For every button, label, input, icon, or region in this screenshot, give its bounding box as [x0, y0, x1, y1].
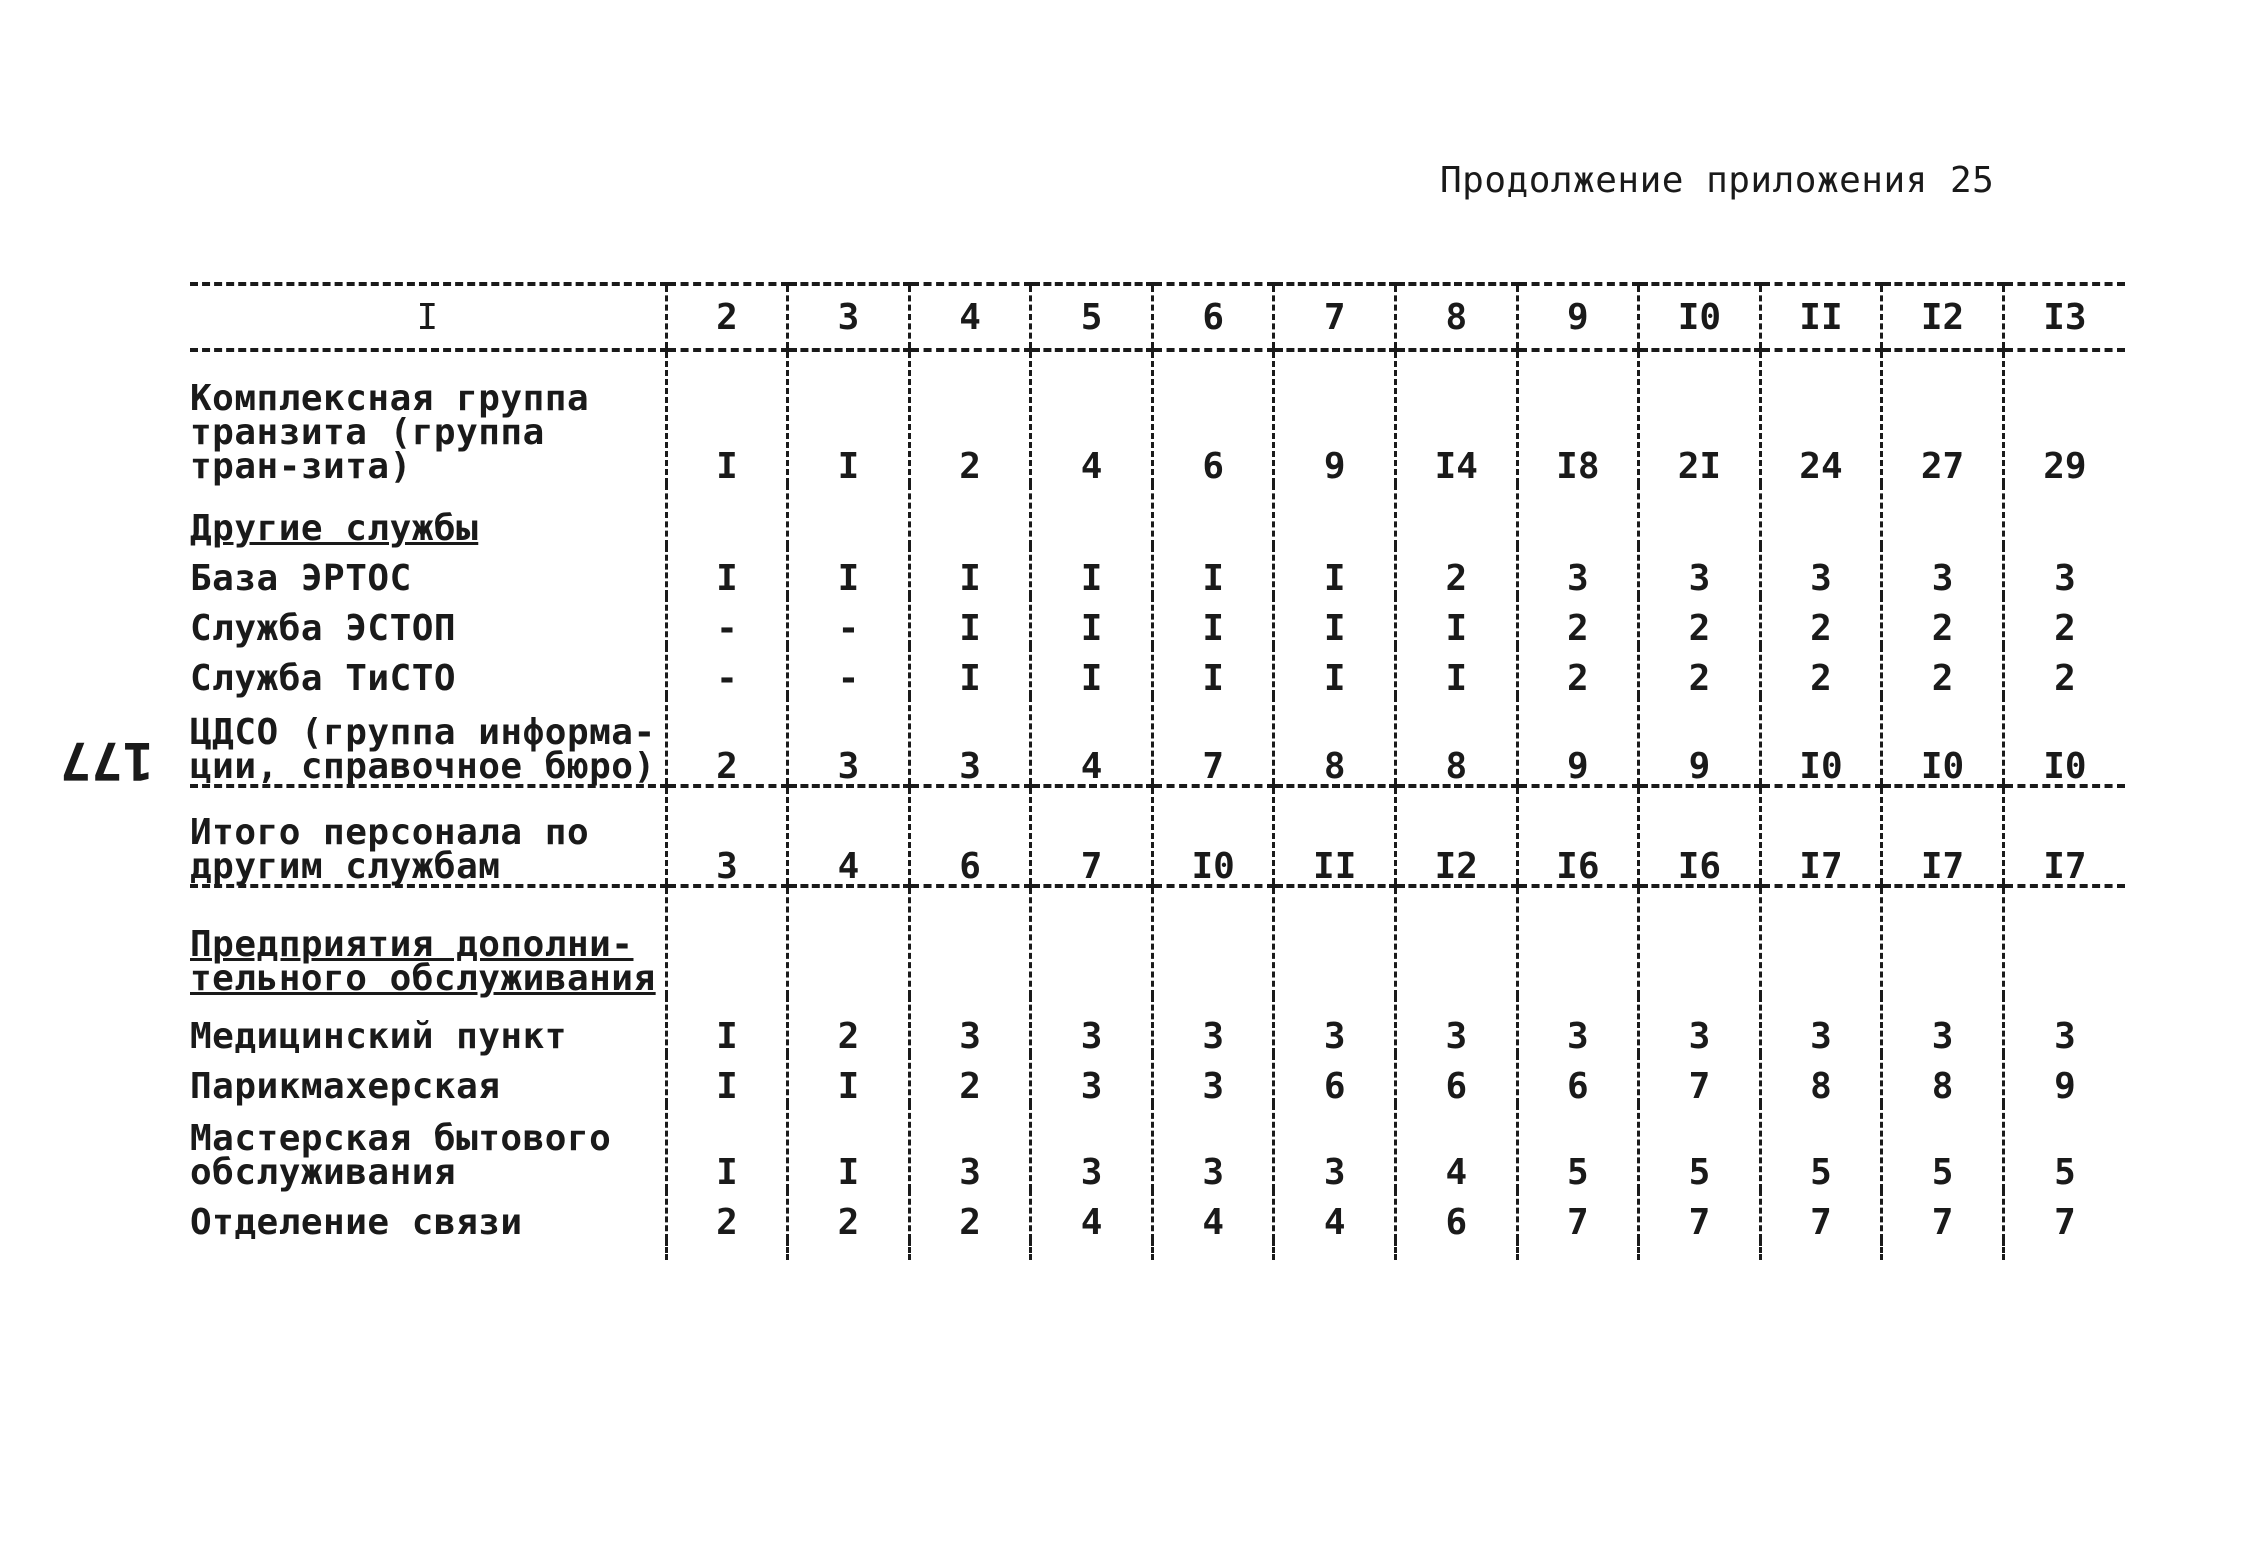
spacer-cell — [1639, 1240, 1761, 1260]
table-cell: 5 — [1882, 1104, 2004, 1190]
table-row — [190, 696, 2125, 786]
table-cell — [1031, 484, 1153, 546]
table-cell: 4 — [1031, 1190, 1153, 1240]
table-cell: I0 — [2003, 696, 2125, 786]
page-heading: Продолжение приложения 25 — [1440, 160, 1995, 201]
table-cell: 2 — [909, 1054, 1031, 1104]
total-row — [190, 786, 2125, 886]
table-cell: I — [788, 350, 910, 484]
column-header: I — [190, 284, 666, 350]
row-label: Отделение связи — [190, 1202, 523, 1243]
table-cell: 7 — [1031, 786, 1153, 886]
spacer-cell — [1517, 1240, 1639, 1260]
table-cell: 8 — [1760, 1054, 1882, 1104]
table-cell: 2 — [2003, 596, 2125, 646]
table-cell — [1760, 484, 1882, 546]
table-cell: 29 — [2003, 350, 2125, 484]
table-cell: 3 — [1882, 996, 2004, 1054]
table-cell: 3 — [1152, 996, 1274, 1054]
row-label: Парикмахерская — [190, 1066, 501, 1107]
table-cell — [1152, 886, 1274, 996]
table-cell: 3 — [1031, 1104, 1153, 1190]
table-cell: 7 — [2003, 1190, 2125, 1240]
table-cell: 24 — [1760, 350, 1882, 484]
row-label: Служба ТиСТО — [190, 658, 457, 699]
table-cell — [1882, 886, 2004, 996]
table-cell — [666, 484, 788, 546]
column-header: 4 — [909, 284, 1031, 350]
table-cell — [1760, 886, 1882, 996]
table-cell: 9 — [1274, 350, 1396, 484]
table-cell: 3 — [1396, 996, 1518, 1054]
table-cell — [1396, 886, 1518, 996]
table-cell: I — [1031, 546, 1153, 596]
table-cell: 2I — [1639, 350, 1761, 484]
table-cell — [909, 886, 1031, 996]
table-cell: 2 — [2003, 646, 2125, 696]
row-label: Итого персонала по другим службам — [190, 786, 666, 886]
table-cell — [1517, 886, 1639, 996]
spacer-cell — [1760, 1240, 1882, 1260]
table-cell: I — [1031, 646, 1153, 696]
table-cell: I — [666, 350, 788, 484]
spacer-cell — [1274, 1240, 1396, 1260]
table-cell: I — [788, 1054, 910, 1104]
section-title: Предприятия дополни-тельного обслуживания — [190, 924, 656, 999]
table-cell — [1274, 886, 1396, 996]
table-cell: I — [1152, 596, 1274, 646]
table-cell: I — [1031, 596, 1153, 646]
table-cell: 3 — [909, 696, 1031, 786]
table-cell: 6 — [1274, 1054, 1396, 1104]
row-label: Медицинский пункт — [190, 1016, 567, 1057]
table-cell: I0 — [1760, 696, 1882, 786]
table-cell: I2 — [1396, 786, 1518, 886]
table-cell — [1639, 484, 1761, 546]
spacer-cell — [666, 1240, 788, 1260]
table-cell: 3 — [666, 786, 788, 886]
spacer-cell — [1396, 1240, 1518, 1260]
table-cell: 2 — [1882, 596, 2004, 646]
header-row — [190, 284, 2125, 350]
section-row — [190, 484, 2125, 546]
table-cell: I8 — [1517, 350, 1639, 484]
row-label: Служба ЭСТОП — [190, 608, 457, 649]
table-cell: 3 — [1882, 546, 2004, 596]
spacer-cell — [1152, 1240, 1274, 1260]
table-cell: 2 — [788, 1190, 910, 1240]
row-label: Комплексная группа транзита (группа тран-зита) — [190, 378, 590, 487]
table-bottom-spacer — [190, 1240, 2125, 1260]
table-cell: I — [1396, 646, 1518, 696]
table-cell: I0 — [1882, 696, 2004, 786]
column-header: I0 — [1639, 284, 1761, 350]
table-cell: 3 — [788, 696, 910, 786]
table-body — [190, 350, 2125, 1260]
table-cell — [1274, 484, 1396, 546]
column-header: I2 — [1882, 284, 2004, 350]
column-header: 6 — [1152, 284, 1274, 350]
table-cell: 4 — [1396, 1104, 1518, 1190]
table-cell: 3 — [1639, 546, 1761, 596]
table-cell: 8 — [1274, 696, 1396, 786]
spacer-cell — [1031, 1240, 1153, 1260]
table-cell: I — [666, 1054, 788, 1104]
table-cell: 2 — [1639, 596, 1761, 646]
table-cell: 7 — [1517, 1190, 1639, 1240]
table-cell: I — [909, 546, 1031, 596]
table-cell: 3 — [1517, 546, 1639, 596]
table-cell: 3 — [1760, 546, 1882, 596]
table-cell: I7 — [1760, 786, 1882, 886]
table-cell: 2 — [1760, 646, 1882, 696]
table-row — [190, 646, 2125, 696]
table-cell: 3 — [909, 996, 1031, 1054]
table-cell: I — [909, 646, 1031, 696]
table-cell: 9 — [2003, 1054, 2125, 1104]
table-cell: 3 — [2003, 546, 2125, 596]
table-row — [190, 1104, 2125, 1190]
column-header: 7 — [1274, 284, 1396, 350]
table-cell: 3 — [1274, 996, 1396, 1054]
table-cell: 2 — [1517, 646, 1639, 696]
table-cell: 6 — [909, 786, 1031, 886]
spacer-cell — [909, 1240, 1031, 1260]
table-cell — [1882, 484, 2004, 546]
section-row — [190, 886, 2125, 996]
table-cell: 6 — [1396, 1054, 1518, 1104]
table-cell: I — [1396, 596, 1518, 646]
table-cell — [666, 886, 788, 996]
table-cell: - — [666, 596, 788, 646]
table-cell: 27 — [1882, 350, 2004, 484]
table-cell: I6 — [1639, 786, 1761, 886]
table-cell: 2 — [1882, 646, 2004, 696]
table-cell: 4 — [1031, 696, 1153, 786]
table-cell: 7 — [1882, 1190, 2004, 1240]
row-label: ЦДСО (группа информа-ции, справочное бюро) — [190, 712, 656, 787]
table-cell: 7 — [1639, 1054, 1761, 1104]
table-cell — [909, 484, 1031, 546]
table-cell: 8 — [1396, 696, 1518, 786]
page-number: 177 — [60, 730, 154, 790]
table-cell: 9 — [1639, 696, 1761, 786]
table-cell: 2 — [788, 996, 910, 1054]
table-cell — [2003, 886, 2125, 996]
table-cell: 2 — [1396, 546, 1518, 596]
table-cell: 3 — [1274, 1104, 1396, 1190]
table-cell — [1152, 484, 1274, 546]
table-cell: 6 — [1152, 350, 1274, 484]
table-cell: 7 — [1152, 696, 1274, 786]
table-cell: 5 — [1639, 1104, 1761, 1190]
table-cell: 3 — [1639, 996, 1761, 1054]
table-row — [190, 1054, 2125, 1104]
table-cell: 3 — [1031, 1054, 1153, 1104]
table-cell: I — [1274, 646, 1396, 696]
table-cell — [788, 484, 910, 546]
table-cell: I6 — [1517, 786, 1639, 886]
table-row — [190, 350, 2125, 484]
table-cell: 7 — [1639, 1190, 1761, 1240]
table-cell: 2 — [666, 696, 788, 786]
table-cell: I — [1152, 546, 1274, 596]
column-header: 9 — [1517, 284, 1639, 350]
table-cell: 4 — [1152, 1190, 1274, 1240]
table-cell: 2 — [1639, 646, 1761, 696]
table-cell: - — [788, 646, 910, 696]
table-cell: I — [1274, 546, 1396, 596]
table-cell: 2 — [909, 350, 1031, 484]
table-row — [190, 546, 2125, 596]
table-cell: I — [666, 546, 788, 596]
spacer-cell — [788, 1240, 910, 1260]
table-cell: 9 — [1517, 696, 1639, 786]
table-cell: 5 — [1760, 1104, 1882, 1190]
column-header: I3 — [2003, 284, 2125, 350]
column-header: II — [1760, 284, 1882, 350]
table-cell: I — [666, 996, 788, 1054]
table-cell — [2003, 484, 2125, 546]
table-cell: 3 — [1152, 1104, 1274, 1190]
row-label: Мастерская бытового обслуживания — [190, 1118, 612, 1193]
table-cell: - — [788, 596, 910, 646]
table-cell: 6 — [1517, 1054, 1639, 1104]
staffing-table — [190, 282, 2125, 1260]
row-label: База ЭРТОС — [190, 558, 412, 599]
table-cell — [1517, 484, 1639, 546]
table-row — [190, 996, 2125, 1054]
table-cell: I — [788, 1104, 910, 1190]
table-cell: 2 — [1517, 596, 1639, 646]
column-header: 5 — [1031, 284, 1153, 350]
table-cell: 3 — [1760, 996, 1882, 1054]
table-cell: 2 — [1760, 596, 1882, 646]
table-cell: 4 — [1274, 1190, 1396, 1240]
table-cell: - — [666, 646, 788, 696]
spacer-cell — [190, 1240, 666, 1260]
section-title: Другие службы — [190, 508, 479, 549]
table-cell: I — [666, 1104, 788, 1190]
table-cell — [788, 886, 910, 996]
table-cell: 2 — [666, 1190, 788, 1240]
spacer-cell — [2003, 1240, 2125, 1260]
table-cell: 5 — [1517, 1104, 1639, 1190]
table-cell: I — [909, 596, 1031, 646]
column-header: 3 — [788, 284, 910, 350]
table-cell: I — [1274, 596, 1396, 646]
table-cell: 3 — [1031, 996, 1153, 1054]
table-cell: 4 — [1031, 350, 1153, 484]
table-cell: 5 — [2003, 1104, 2125, 1190]
table-cell: 7 — [1760, 1190, 1882, 1240]
table-row — [190, 596, 2125, 646]
table-cell: I — [1152, 646, 1274, 696]
staffing-table-container — [190, 282, 2125, 1357]
table-cell — [1031, 886, 1153, 996]
table-cell — [1396, 484, 1518, 546]
table-cell: 3 — [909, 1104, 1031, 1190]
table-row — [190, 1190, 2125, 1240]
table-cell: 6 — [1396, 1190, 1518, 1240]
table-cell: I — [788, 546, 910, 596]
table-cell: I4 — [1396, 350, 1518, 484]
table-cell: 4 — [788, 786, 910, 886]
spacer-cell — [1882, 1240, 2004, 1260]
table-cell: 3 — [2003, 996, 2125, 1054]
column-header: 2 — [666, 284, 788, 350]
table-cell: I0 — [1152, 786, 1274, 886]
table-cell: 2 — [909, 1190, 1031, 1240]
column-header: 8 — [1396, 284, 1518, 350]
table-cell: 3 — [1517, 996, 1639, 1054]
table-cell: I7 — [2003, 786, 2125, 886]
table-cell: I7 — [1882, 786, 2004, 886]
table-cell: II — [1274, 786, 1396, 886]
table-cell: 3 — [1152, 1054, 1274, 1104]
table-cell — [1639, 886, 1761, 996]
table-cell: 8 — [1882, 1054, 2004, 1104]
